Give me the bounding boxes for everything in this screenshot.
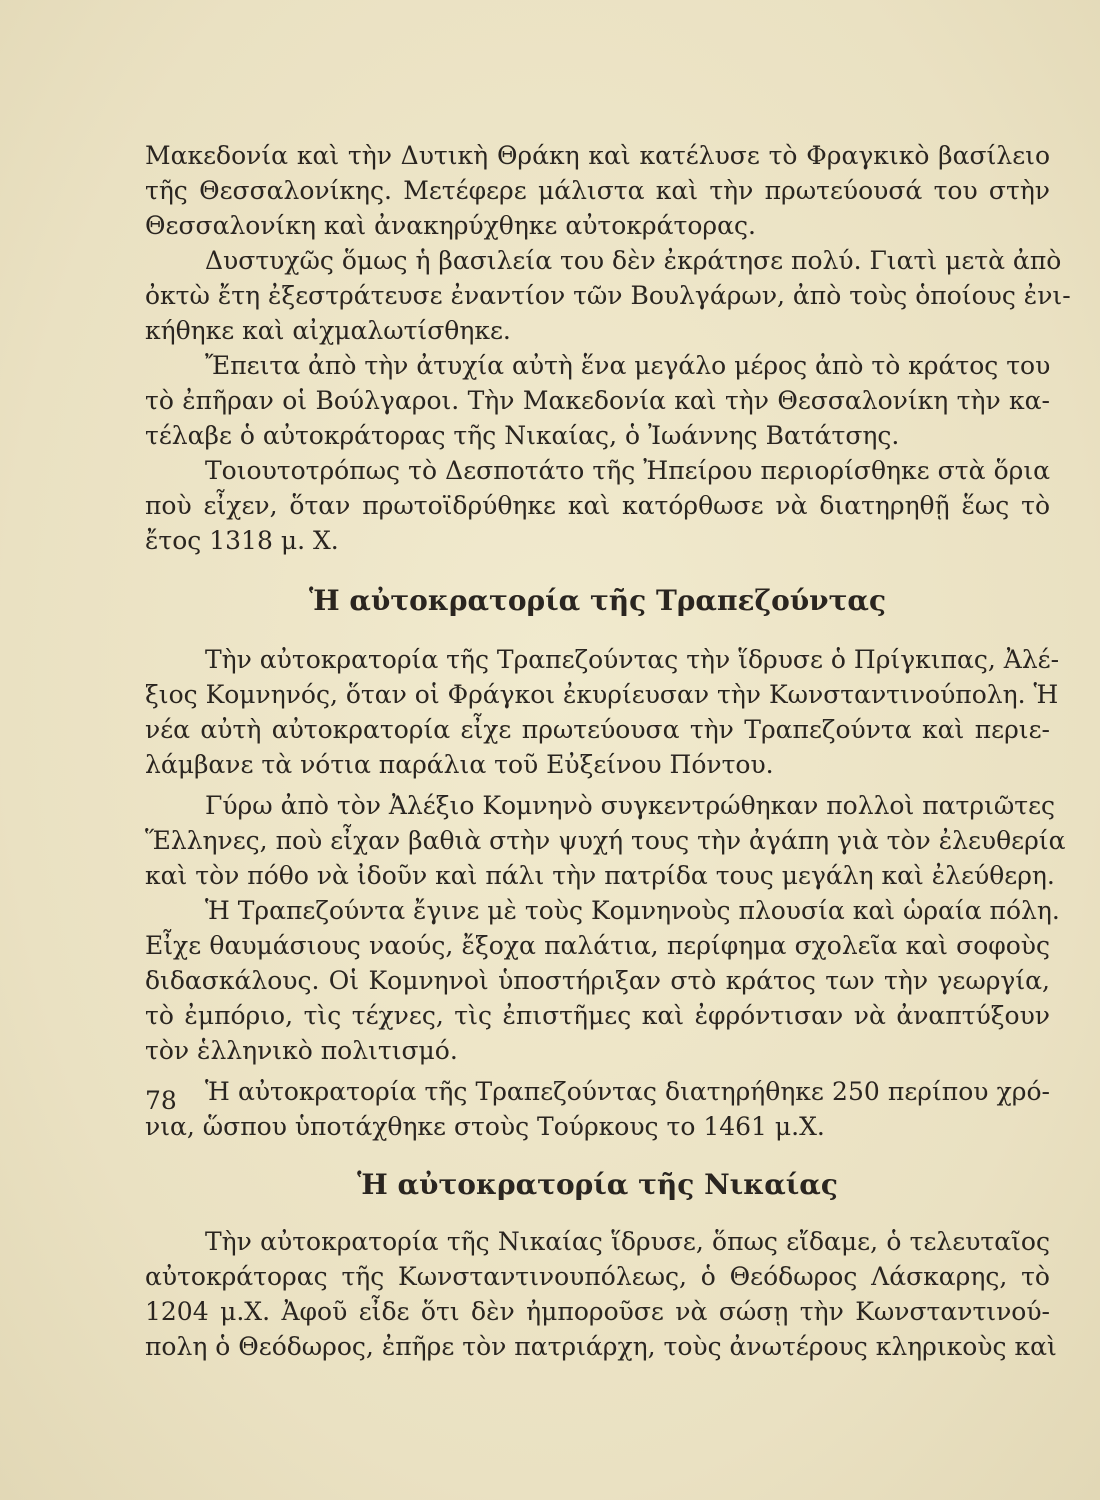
text-line: ξιος Κομνηνός, ὅταν οἱ Φράγκοι ἐκυρίευσαν τὴν Κωνσταντινούπολη. Ἡ bbox=[145, 680, 1059, 709]
text-line: πολη ὁ Θεόδωρος, ἐπῆρε τὸν πατριάρχη, τοὺς ἀνωτέρους κληρικοὺς καὶ bbox=[145, 1332, 1057, 1361]
text-line: Τὴν αὐτοκρατορία τῆς Τραπεζούντας τὴν ἵδρυσε ὁ Πρίγκιπας, Ἀλέ- bbox=[205, 645, 1060, 674]
text-line: ποὺ εἶχεν, ὅταν πρωτοϊδρύθηκε καὶ κατόρθωσε νὰ διατηρηθῇ ἕως τὸ bbox=[145, 491, 1050, 520]
section-heading: Ἡ αὐτοκρατορία τῆς Τραπεζούντας bbox=[308, 584, 887, 617]
text-line: τὸ ἐπῆραν οἱ Βούλγαροι. Τὴν Μακεδονία καὶ τὴν Θεσσαλονίκη τὴν κα- bbox=[145, 386, 1050, 415]
text-line: ἔτος 1318 μ. Χ. bbox=[145, 526, 339, 555]
text-line: Ἕλληνες, ποὺ εἶχαν βαθιὰ στὴν ψυχή τους τὴν ἀγάπη γιὰ τὸν ἐλευθερία bbox=[145, 826, 1066, 855]
text-line: νια, ὥσπου ὑποτάχθηκε στοὺς Τούρκους το 1461 μ.Χ. bbox=[145, 1112, 825, 1141]
text-line: Τὴν αὐτοκρατορία τῆς Νικαίας ἵδρυσε, ὅπως εἴδαμε, ὁ τελευταῖος bbox=[205, 1227, 1050, 1256]
text-line: Μακεδονία καὶ τὴν Δυτικὴ Θράκη καὶ κατέλυσε τὸ Φραγκικὸ βασίλειο bbox=[145, 141, 1050, 170]
text-line: Γύρω ἀπὸ τὸν Ἀλέξιο Κομνηνὸ συγκεντρώθηκαν πολλοὶ πατριῶτες bbox=[205, 791, 1056, 820]
text-line: κήθηκε καὶ αἰχμαλωτίσθηκε. bbox=[145, 316, 511, 345]
text-line: τέλαβε ὁ αὐτοκράτορας τῆς Νικαίας, ὁ Ἰωάννης Βατάτσης. bbox=[145, 421, 900, 450]
text-line: ὀκτὼ ἔτη ἐξεστράτευσε ἐναντίον τῶν Βουλγάρων, ἀπὸ τοὺς ὁποίους ἐνι- bbox=[145, 281, 1071, 310]
text-line: Ἡ αὐτοκρατορία τῆς Τραπεζούντας διατηρήθηκε 250 περίπου χρό- bbox=[205, 1077, 1050, 1106]
text-line: 1204 μ.Χ. Ἀφοῦ εἶδε ὅτι δὲν ἠμποροῦσε νὰ σώσῃ τὴν Κωνσταντινού- bbox=[145, 1297, 1050, 1326]
section-heading: Ἡ αὐτοκρατορία τῆς Νικαίας bbox=[357, 1168, 838, 1201]
text-line: αὐτοκράτορας τῆς Κωνσταντινουπόλεως, ὁ Θεόδωρος Λάσκαρης, τὸ bbox=[145, 1262, 1050, 1291]
text-line: Ἡ Τραπεζούντα ἔγινε μὲ τοὺς Κομνηνοὺς πλουσία καὶ ὡραία πόλη. bbox=[205, 896, 1060, 925]
text-line: λάμβανε τὰ νότια παράλια τοῦ Εὐξείνου Πόντου. bbox=[145, 750, 774, 779]
text-line: Δυστυχῶς ὅμως ἡ βασιλεία του δὲν ἐκράτησε πολύ. Γιατὶ μετὰ ἀπὸ bbox=[205, 246, 1062, 275]
text-line: Ἔπειτα ἀπὸ τὴν ἀτυχία αὐτὴ ἕνα μεγάλο μέρος ἀπὸ τὸ κράτος του bbox=[205, 351, 1051, 380]
text-line: καὶ τὸν πόθο νὰ ἰδοῦν καὶ πάλι τὴν πατρίδα τους μεγάλη καὶ ἐλεύθερη. bbox=[145, 861, 1055, 890]
text-line: Θεσσαλονίκη καὶ ἀνακηρύχθηκε αὐτοκράτορας. bbox=[145, 211, 756, 240]
text-line: Τοιουτοτρόπως τὸ Δεσποτάτο τῆς Ἠπείρου περιορίσθηκε στὰ ὅρια bbox=[205, 456, 1050, 485]
text-line: Εἶχε θαυμάσιους ναούς, ἔξοχα παλάτια, περίφημα σχολεῖα καὶ σοφοὺς bbox=[145, 931, 1050, 960]
text-line: διδασκάλους. Οἱ Κομνηνοὶ ὑποστήριξαν στὸ κράτος των τὴν γεωργία, bbox=[145, 966, 1050, 995]
page-number: 78 bbox=[145, 1086, 177, 1115]
text-line: τὸ ἐμπόριο, τὶς τέχνες, τὶς ἐπιστῆμες καὶ ἐφρόντισαν νὰ ἀναπτύξουν bbox=[145, 1001, 1050, 1030]
text-line: νέα αὐτὴ αὐτοκρατορία εἶχε πρωτεύουσα τὴν Τραπεζούντα καὶ περιε- bbox=[145, 715, 1050, 744]
text-line: τῆς Θεσσαλονίκης. Μετέφερε μάλιστα καὶ τὴν πρωτεύουσά του στὴν bbox=[145, 176, 1050, 205]
text-line: τὸν ἑλληνικὸ πολιτισμό. bbox=[145, 1036, 458, 1065]
